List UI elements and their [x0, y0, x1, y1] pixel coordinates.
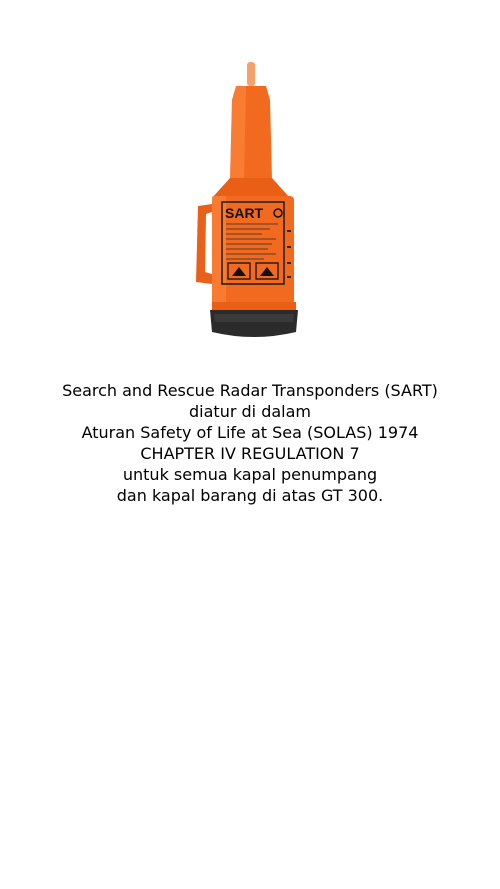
sart-device-image [0, 0, 500, 360]
caption-line: diatur di dalam [189, 402, 311, 421]
caption-line: Aturan Safety of Life at Sea (SOLAS) 1974 [81, 423, 419, 442]
sart-brand-label: SART [225, 205, 264, 221]
caption-line: untuk semua kapal penumpang [122, 465, 378, 484]
caption-text [0, 380, 500, 506]
caption-line: dan kapal barang di atas GT 300. [116, 486, 384, 505]
side-clip [196, 204, 212, 284]
antenna-tip [247, 62, 255, 86]
caption-line: CHAPTER IV REGULATION 7 [140, 444, 360, 463]
caption-line: Search and Rescue Radar Transponders (SART) [62, 381, 438, 400]
